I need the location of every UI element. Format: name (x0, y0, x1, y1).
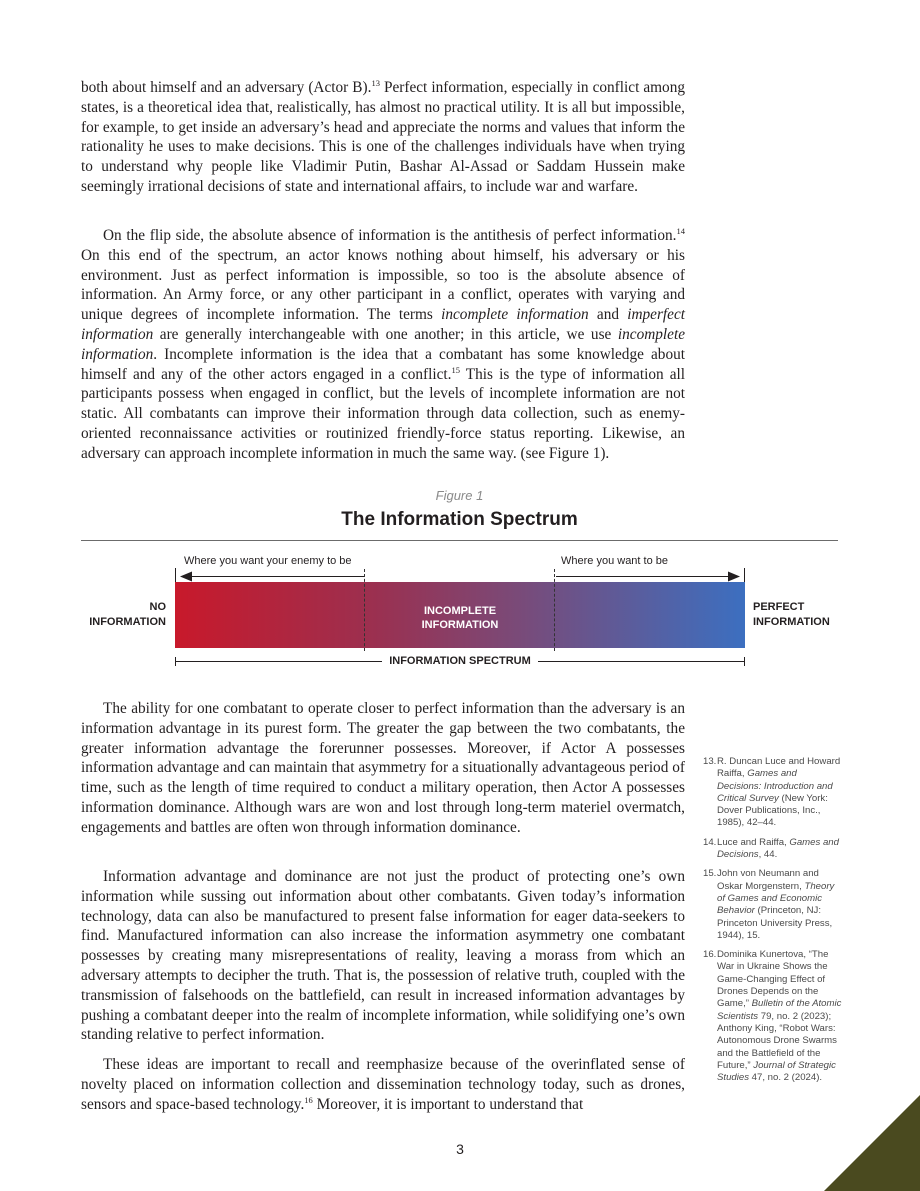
footnote-14: 14. Luce and Raiffa, Games and Decisions, 44. (703, 836, 839, 861)
paragraph-2 (81, 226, 685, 464)
paragraph-3-text: The ability for one combatant to operate closer to perfect information than the adversary is an information advantage in its purest form. The greater the gap between the two combatants, the greater information advantage the forerunner possesses. Moreover, if Actor A possesses information advantage and can maintain that asymmetry for a situationally advantageous period of time, such as the length of time required to conduct a military operation, then Actor A possesses information dominance. Although wars are won and lost through long-term materiel overmatch, engagements and battles are often won through information dominance. (81, 700, 685, 836)
paragraph-2-text: On the flip side, the absolute absence of information is the antithesis of perfect information.$^{14}$ On this end of the spectrum, an actor knows nothing about himself, his adversary or his environment. Just as perfect information is impossible, so too is the absolute absence of information. An Army force, or any other participant in a conflict, operates with varying and unique degrees of incomplete information. The terms incomplete information and imperfect information are generally interchangeable with one another; in this article, we use incomplete information. Incomplete information is the idea that a combatant has some knowledge about himself and any of the other actors engaged in a conflict.$^{15}$ This is the type of information all participants possess when engaged in conflict, but the levels of incomplete information are not static. All combatants can improve their information through data collection, such as enemy-oriented reconnaissance activities or routinized friendly-force status reporting. Likewise, an adversary can approach incomplete information in much the same way. (see Figure 1). (81, 226, 685, 462)
paragraph-4 (81, 867, 685, 1045)
footnote-ref-13[interactable]: 13 (371, 78, 380, 88)
page-number: 3 (456, 1141, 464, 1157)
enemy-arrow-line (186, 576, 364, 577)
right-arrowhead-icon (728, 571, 740, 582)
incomplete-information-label: INCOMPLETE INFORMATION (421, 605, 499, 631)
footnote-13: 13. R. Duncan Luce and Howard Raiffa, Games and Decisions: Introduction and Critical Survey (New York: Dover Publications, Inc., 1985), 42–44. (703, 756, 841, 829)
footnote-ref-16[interactable]: 16 (304, 1094, 313, 1105)
perfect-information-label: PERFECT INFORMATION (753, 601, 830, 628)
corner-triangle-decoration (824, 1095, 920, 1191)
paragraph-1-text: both about himself and an adversary (Actor B).$^{13}$ Perfect information, especially in conflict among states, is a theoretical idea that, realistically, has almost no practical utility. It is all but impossible, for example, to get inside an adversary’s head and appreciate the norms and values that inform the rationality he uses to make decisions. This is one of the challenges individuals have when trying to understand why people like Vladimir Putin, Bashar Al-Assad or Saddam Hussein make seemingly irrational decisions of state and international affairs, to include war and warfare. (81, 78, 685, 195)
figure-title: The Information Spectrum (341, 509, 578, 530)
footnote-16: 16. Dominika Kunertova, “The War in Ukraine Shows the Game-Changing Effect of Drones Depends on the Game,” Bulletin of the Atomic Scientists 79, no. 2 (2023); Anthony King, “Robot Wars: Autonomous Drone Swarms and the Battlefield of the Future,” Journal of Strategic Studies 47, no. 2 (2024). (703, 949, 842, 1084)
you-caption: Where you want to be (561, 555, 669, 567)
footnote-ref-15[interactable]: 15 (451, 364, 460, 375)
right-bar-tick (744, 568, 745, 582)
footnote-ref-14[interactable]: 14 (676, 226, 685, 236)
figure-divider (81, 540, 838, 541)
no-information-label: NO INFORMATION (89, 601, 166, 628)
paragraph-3 (81, 699, 685, 838)
footnotes-sidebar (703, 756, 843, 1091)
left-arrowhead-icon (180, 571, 192, 582)
left-bar-tick (175, 568, 176, 582)
figure-label: Figure 1 (435, 488, 484, 503)
enemy-caption: Where you want your enemy to be (184, 555, 352, 567)
you-arrow-line (556, 576, 734, 577)
paragraph-5-text: These ideas are important to recall and reemphasize because of the overinflated sense of novelty placed on information collection and dissemination technology today, such as drones, sensors and space-based technology.$^{16}$ Moreover, it is important to understand that (81, 1056, 685, 1113)
spectrum-axis-label: INFORMATION SPECTRUM (175, 655, 745, 667)
footnote-15: 15. John von Neumann and Oskar Morgenstern, Theory of Games and Economic Behavior (Princeton, NJ: Princeton University Press, 1944), 15. (703, 868, 835, 941)
paragraph-4-text: Information advantage and dominance are not just the product of protecting one’s own information while sussing out information about other combatants. Given today’s information technology, data can also be manufactured to present false information for eager data-seekers to find. Manufactured information can also increase the information asymmetry one combatant possesses by creating many misrepresentations of reality, leaving a morass from which an adversary attempts to decipher the truth. That is, the possession of relative truth, coupled with the transmission of falsehoods on the battlefield, can result in increased information advantages by pushing a combatant deeper into the realm of incomplete information, while solidifying one’s own standing relative to perfect information. (81, 868, 685, 1044)
paragraph-5 (81, 1055, 685, 1114)
paragraph-1 (81, 78, 685, 197)
